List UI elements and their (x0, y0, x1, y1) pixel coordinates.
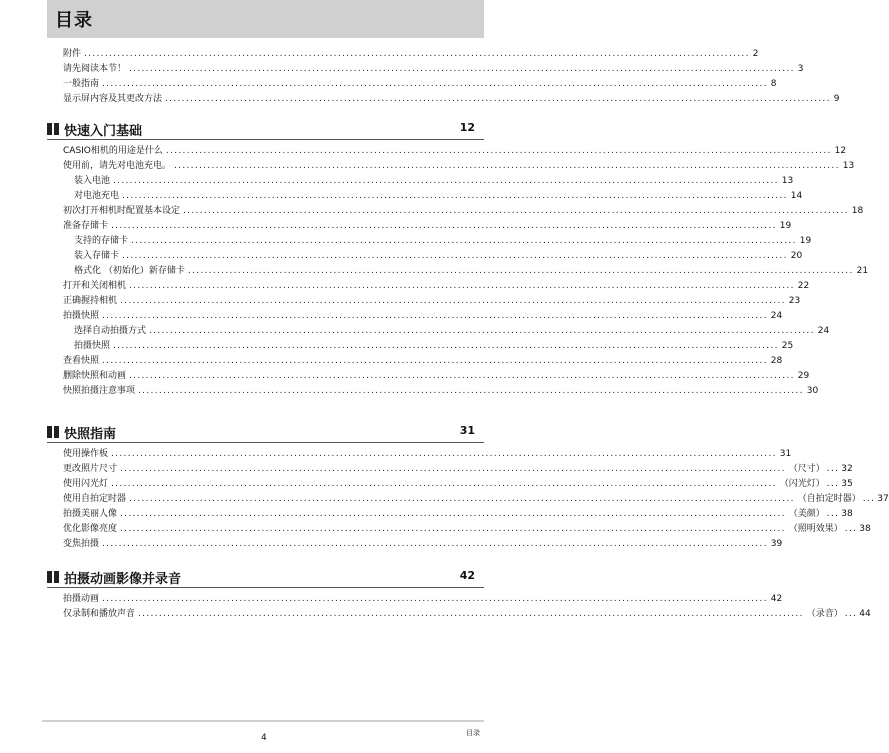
toc-entry-page: 12 (834, 146, 847, 156)
toc-entry-page: 20 (790, 251, 803, 261)
section-header[interactable] (47, 422, 484, 444)
toc-entry-page: 39 (770, 539, 783, 549)
toc-entry-note: （闪光灯） (779, 479, 825, 489)
toc-entry-title: CASIO相机的用途是什么 (63, 146, 163, 156)
toc-entry-page: 32 (841, 464, 853, 474)
dot-leader: ................................................................................................................................................................ (138, 386, 804, 396)
toc-entry[interactable] (63, 607, 871, 621)
section-rule (47, 139, 484, 140)
toc-entry[interactable] (63, 294, 801, 308)
section-header[interactable] (47, 119, 484, 141)
toc-entry[interactable] (63, 592, 783, 606)
dot-leader: ................................................................................................................................................................ (102, 79, 768, 89)
toc-entry-page: 23 (788, 296, 801, 306)
toc-entry[interactable] (63, 204, 864, 218)
toc-entry-title: 查看快照 (63, 356, 100, 366)
toc-entry-page: 38 (841, 509, 853, 519)
toc-entry-title: 使用自拍定时器 (63, 494, 127, 504)
toc-subentry[interactable] (63, 339, 794, 353)
dot-leader-short: ... (844, 609, 858, 619)
toc-entry-page: 24 (817, 326, 830, 336)
toc-entry-note: （自拍定时器） (797, 494, 861, 504)
toc-entry[interactable] (63, 279, 810, 293)
dot-leader: ................................................................................................................................................................ (102, 539, 768, 549)
section-page: 31 (459, 424, 475, 437)
section-marker-icon (47, 571, 61, 583)
toc-entry[interactable] (63, 62, 804, 76)
toc-entry-note: （尺寸） (788, 464, 825, 474)
toc-entry-page: 13 (781, 176, 794, 186)
dot-leader: ................................................................................................................................................................ (183, 206, 849, 216)
toc-entry-title: 正确握持相机 (63, 296, 118, 306)
toc-entry-page: 9 (833, 94, 840, 104)
toc-entry-page: 22 (797, 281, 810, 291)
toc-entry-title: 拍摄快照 (74, 341, 111, 351)
toc-entry-title: 优化影像亮度 (63, 524, 118, 534)
dot-leader: ................................................................................................................................................................ (113, 176, 779, 186)
toc-entry-title: 准备存储卡 (63, 221, 109, 231)
dot-leader: ................................................................................................................................................................ (84, 49, 750, 59)
toc-entry-title: 快照拍摄注意事项 (63, 386, 136, 396)
toc-entry-note: （录音） (806, 609, 843, 619)
toc-entry[interactable] (63, 159, 855, 173)
toc-entry-page: 44 (859, 609, 871, 619)
dot-leader: ................................................................................................................................................................ (122, 251, 788, 261)
dot-leader: ................................................................................................................................................................ (111, 479, 777, 489)
dot-leader: ................................................................................................................................................................ (120, 509, 786, 519)
dot-leader: ................................................................................................................................................................ (120, 464, 786, 474)
toc-entry-title: 使用操作板 (63, 449, 109, 459)
dot-leader: ................................................................................................................................................................ (138, 609, 804, 619)
toc-entry[interactable] (63, 537, 783, 551)
toc-entry-title: 支持的存储卡 (74, 236, 129, 246)
toc-entry-title: 变焦拍摄 (63, 539, 100, 549)
toc-subentry[interactable] (63, 189, 803, 203)
toc-entry-page: 21 (856, 266, 869, 276)
toc-entry-page: 3 (797, 64, 804, 74)
dot-leader: ................................................................................................................................................................ (113, 341, 779, 351)
toc-entry-page: 19 (799, 236, 812, 246)
toc-subentry[interactable] (63, 174, 794, 188)
dot-leader-short: ... (862, 494, 876, 504)
toc-entry[interactable] (63, 369, 810, 383)
toc-entry-title: 装入电池 (74, 176, 111, 186)
toc-entry[interactable] (63, 447, 792, 461)
toc-entry-note: （美颜） (788, 509, 825, 519)
dot-leader: ................................................................................................................................................................ (129, 64, 795, 74)
toc-entry-title: 删除快照和动画 (63, 371, 127, 381)
header-band (47, 0, 484, 38)
dot-leader: ................................................................................................................................................................ (174, 161, 840, 171)
dot-leader: ................................................................................................................................................................ (120, 296, 786, 306)
dot-leader: ................................................................................................................................................................ (122, 191, 788, 201)
page-title: 目录 (55, 10, 93, 31)
toc-entry-title: 打开和关闭相机 (63, 281, 127, 291)
toc-entry-page: 35 (841, 479, 853, 489)
dot-leader: ................................................................................................................................................................ (102, 311, 768, 321)
dot-leader: ................................................................................................................................................................ (129, 371, 795, 381)
footer-label: 目录 (466, 729, 480, 737)
toc-entry-page: 42 (770, 594, 783, 604)
toc-entry-title: 初次打开相机时配置基本设定 (63, 206, 181, 216)
toc-entry[interactable] (63, 77, 777, 91)
dot-leader: ................................................................................................................................................................ (187, 266, 854, 276)
toc-entry-title: 对电池充电 (74, 191, 120, 201)
toc-entry[interactable] (63, 462, 853, 476)
dot-leader: ................................................................................................................................................................ (149, 326, 815, 336)
dot-leader: ................................................................................................................................................................ (165, 146, 832, 156)
toc-entry[interactable] (63, 384, 819, 398)
toc-entry-title: 拍摄动画 (63, 594, 100, 604)
section-page: 12 (459, 121, 475, 134)
section-rule (47, 587, 484, 588)
toc-entry-page: 2 (752, 49, 759, 59)
toc-entry[interactable] (63, 477, 853, 491)
toc-entry-title: 格式化 （初始化）新存储卡 (74, 266, 185, 276)
toc-subentry[interactable] (63, 264, 869, 278)
toc-entry-page: 28 (770, 356, 783, 366)
footer-page-number: 4 (261, 733, 267, 743)
dot-leader-short: ... (844, 524, 858, 534)
toc-entry-title: 拍摄美丽人像 (63, 509, 118, 519)
dot-leader: ................................................................................................................................................................ (120, 524, 786, 534)
toc-entry[interactable] (63, 507, 853, 521)
toc-entry-page: 13 (842, 161, 855, 171)
dot-leader: ................................................................................................................................................................ (129, 281, 795, 291)
toc-entry-page: 24 (770, 311, 783, 321)
toc-entry[interactable] (63, 492, 889, 506)
toc-entry-title: 请先阅读本节！ (63, 64, 127, 74)
toc-entry-page: 19 (779, 221, 792, 231)
toc-entry[interactable] (63, 144, 847, 158)
toc-subentry[interactable] (63, 324, 830, 338)
section-marker-icon (47, 123, 61, 135)
toc-entry-note: （照明效果） (788, 524, 843, 534)
toc-entry-page: 18 (851, 206, 864, 216)
dot-leader: ................................................................................................................................................................ (129, 494, 795, 504)
toc-entry[interactable] (63, 522, 871, 536)
toc-entry-page: 25 (781, 341, 794, 351)
toc-entry-title: 显示屏内容及其更改方法 (63, 94, 163, 104)
section-title: 拍摄动画影像并录音 (64, 572, 182, 587)
toc-entry[interactable] (63, 92, 840, 106)
toc-entry-title: 一般指南 (63, 79, 100, 89)
dot-leader: ................................................................................................................................................................ (102, 594, 768, 604)
toc-entry-page: 30 (806, 386, 819, 396)
dot-leader-short: ... (826, 479, 840, 489)
toc-entry-title: 选择自动拍摄方式 (74, 326, 147, 336)
toc-entry-title: 更改照片尺寸 (63, 464, 118, 474)
toc-entry[interactable] (63, 47, 759, 61)
toc-entry[interactable] (63, 219, 792, 233)
dot-leader: ................................................................................................................................................................ (102, 356, 768, 366)
toc-entry-title: 使用闪光灯 (63, 479, 109, 489)
toc-entry-title: 装入存储卡 (74, 251, 120, 261)
toc-entry-title: 使用前，请先对电池充电。 (63, 161, 172, 171)
toc-entry-page: 37 (877, 494, 889, 504)
dot-leader: ................................................................................................................................................................ (165, 94, 831, 104)
toc-entry-title: 拍摄快照 (63, 311, 100, 321)
toc-entry-page: 31 (779, 449, 792, 459)
toc-subentry[interactable] (63, 249, 803, 263)
toc-entry-page: 14 (790, 191, 803, 201)
section-page: 42 (459, 569, 475, 582)
dot-leader: ................................................................................................................................................................ (131, 236, 797, 246)
toc-entry-title: 附件 (63, 49, 82, 59)
toc-entry[interactable] (63, 309, 783, 323)
toc-entry-page: 38 (859, 524, 871, 534)
toc-entry-page: 29 (797, 371, 810, 381)
footer-divider (42, 720, 484, 722)
section-title: 快速入门基础 (64, 124, 143, 139)
dot-leader: ................................................................................................................................................................ (111, 449, 777, 459)
dot-leader: ................................................................................................................................................................ (111, 221, 777, 231)
toc-entry-title: 仅录制和播放声音 (63, 609, 136, 619)
section-header[interactable] (47, 567, 484, 589)
dot-leader-short: ... (826, 509, 840, 519)
section-rule (47, 442, 484, 443)
toc-entry-page: 8 (770, 79, 777, 89)
dot-leader-short: ... (826, 464, 840, 474)
toc-subentry[interactable] (63, 234, 812, 248)
section-title: 快照指南 (64, 427, 117, 442)
toc-entry[interactable] (63, 354, 783, 368)
section-marker-icon (47, 426, 61, 438)
